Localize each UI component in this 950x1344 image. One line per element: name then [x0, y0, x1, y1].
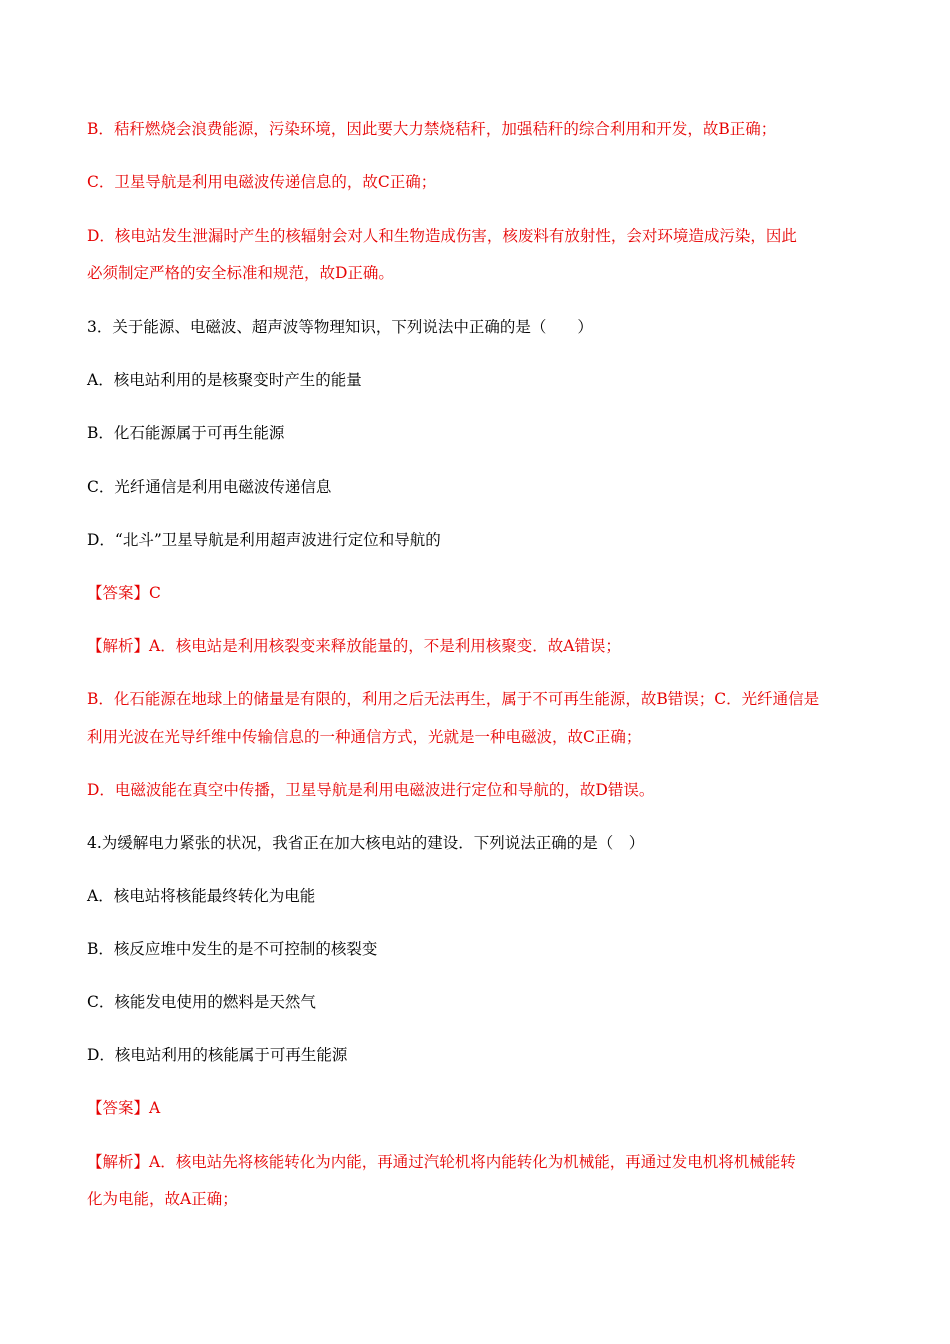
prev-explanation-b: B．秸秆燃烧会浪费能源，污染环境，因此要大力禁烧秸秆，加强秸秆的综合利用和开发，故B正确； [87, 120, 777, 138]
prev-explanation-d-line1: D．核电站发生泄漏时产生的核辐射会对人和生物造成伤害，核废料有放射性，会对环境造成污染，因此 [87, 227, 797, 245]
q3-explanation-b-line2: 利用光波在光导纤维中传输信息的一种通信方式，光就是一种电磁波，故C正确； [87, 728, 642, 746]
q3-option-b: B．化石能源属于可再生能源 [87, 424, 285, 442]
q4-explanation-line1: 【解析】A．核电站先将核能转化为内能，再通过汽轮机将内能转化为机械能，再通过发电机将机械能转 [87, 1153, 796, 1171]
q4-option-c: C．核能发电使用的燃料是天然气 [87, 993, 316, 1011]
q3-stem: 3．关于能源、电磁波、超声波等物理知识，下列说法中正确的是（ ） [87, 318, 593, 336]
q3-explanation-b-line1: B．化石能源在地球上的储量是有限的，利用之后无法再生，属于不可再生能源，故B错误；C．光纤通信是 [87, 690, 820, 708]
prev-explanation-d-line2: 必须制定严格的安全标准和规范，故D正确。 [87, 264, 394, 282]
q3-option-a: A．核电站利用的是核聚变时产生的能量 [87, 371, 362, 389]
q4-option-a: A．核电站将核能最终转化为电能 [87, 887, 316, 905]
prev-explanation-c: C．卫星导航是利用电磁波传递信息的，故C正确； [87, 173, 437, 191]
q4-option-d: D．核电站利用的核能属于可再生能源 [87, 1046, 348, 1064]
q3-option-c: C．光纤通信是利用电磁波传递信息 [87, 478, 332, 496]
q3-explanation-a: 【解析】A．核电站是利用核裂变来释放能量的，不是利用核聚变．故A错误； [87, 637, 621, 655]
q3-answer: 【答案】C [87, 584, 161, 602]
q3-explanation-d: D．电磁波能在真空中传播，卫星导航是利用电磁波进行定位和导航的，故D错误。 [87, 781, 655, 799]
q3-option-d: D．“北斗”卫星导航是利用超声波进行定位和导航的 [87, 531, 441, 549]
q4-answer: 【答案】A [87, 1099, 161, 1117]
q4-explanation-line2: 化为电能，故A正确； [87, 1190, 238, 1208]
q4-stem: 4.为缓解电力紧张的状况，我省正在加大核电站的建设．下列说法正确的是（ ） [87, 834, 645, 852]
q4-option-b: B．核反应堆中发生的是不可控制的核裂变 [87, 940, 378, 958]
